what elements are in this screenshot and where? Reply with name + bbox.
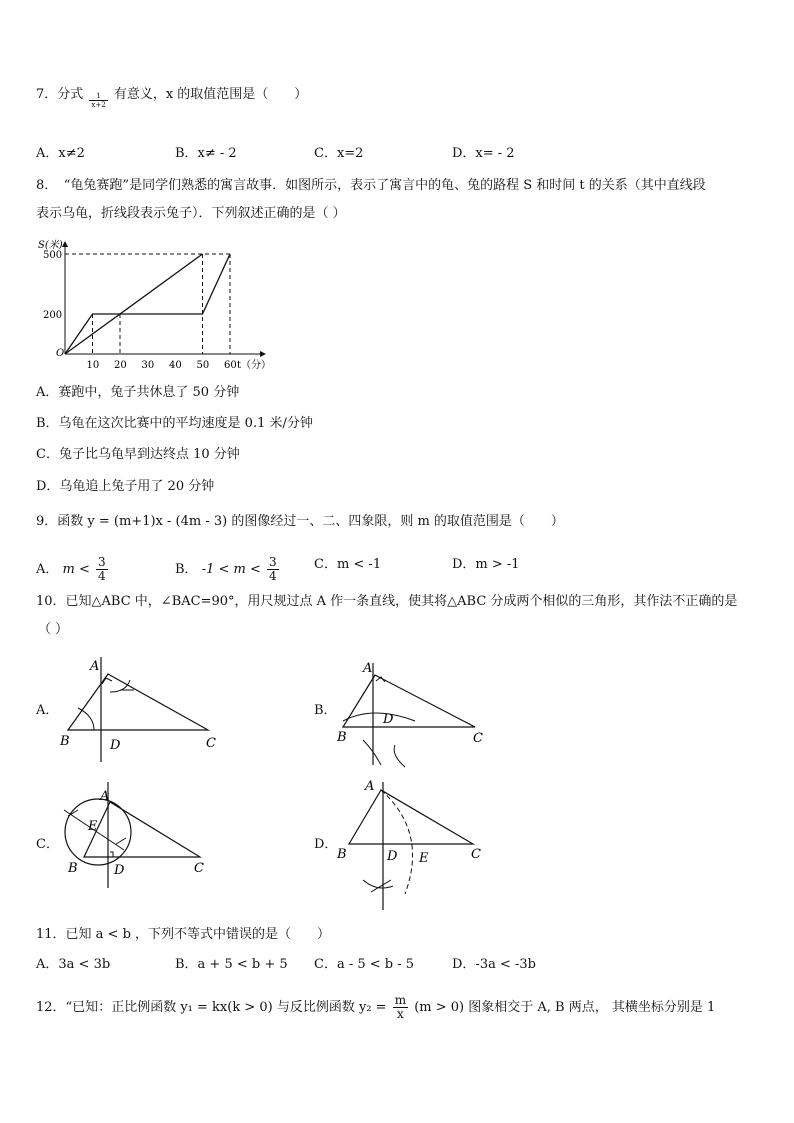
q10-figure-c <box>58 780 218 890</box>
q7-option-d: D．x= - 2 <box>452 146 515 161</box>
fig-a-point-d: D <box>110 738 121 753</box>
x-tick-label: 60 <box>224 360 237 371</box>
q10-option-b-label: B． <box>314 703 337 718</box>
x-tick-label: 50 <box>196 360 210 371</box>
fig-d-point-b: B <box>337 847 347 862</box>
q11-option-d: D．-3a < -3b <box>452 957 536 972</box>
q8-option-a: A．赛跑中，兔子共休息了 50 分钟 <box>36 385 240 400</box>
q10-stem-line1: 10．已知△ABC 中，∠BAC=90°，用尺规过点 A 作一条直线，使其将△ABC 分成两个相似的三角形，其作法不正确的是 <box>36 594 738 609</box>
q10-stem-line2: （ ） <box>38 622 69 637</box>
fig-a-point-c: C <box>206 736 216 751</box>
q11-option-b: B．a + 5 < b + 5 <box>175 957 288 972</box>
fig-c-point-a: A <box>100 789 110 804</box>
q7-option-c: C．x=2 <box>314 146 364 161</box>
fig-c-point-d: D <box>114 863 125 878</box>
fig-b-point-a: A <box>363 661 373 676</box>
q9-frac-den: 4 <box>98 569 106 583</box>
q8-option-d: D．乌龟追上兔子用了 20 分钟 <box>36 479 215 494</box>
fig-c-point-c: C <box>194 861 204 876</box>
q9-option-b-frac <box>267 556 279 583</box>
fig-d-point-d: D <box>387 849 398 864</box>
fig-a-point-a: A <box>90 659 100 674</box>
q8-stem-line2: 表示乌龟，折线段表示兔子）．下列叙述正确的是（ ） <box>36 206 346 221</box>
q7-option-a: A．x≠2 <box>36 146 85 161</box>
q12-stem-pre: 12．“已知：正比例函数 y₁ = kx(k > 0) 与反比例函数 y₂ = <box>36 1000 387 1015</box>
x-tick-label: 10 <box>86 360 100 371</box>
q7-frac-den: x+2 <box>91 101 106 109</box>
rabbit-polyline <box>65 254 230 354</box>
q12-frac-den: x <box>396 1007 404 1021</box>
q10-option-a-label: A． <box>36 703 59 718</box>
q9-stem: 9．函数 y = (m+1)x - (4m - 3) 的图像经过一、二、四象限，则 m 的取值范围是（ ） <box>36 514 564 529</box>
q7-fraction <box>89 92 107 109</box>
q11-stem: 11．已知 a < b ，下列不等式中错误的是（ ） <box>36 927 331 942</box>
q7-stem-a: 7．分式 <box>36 87 84 102</box>
fig-b-point-b: B <box>337 730 347 745</box>
q8-option-c: C．兔子比乌龟早到达终点 10 分钟 <box>36 447 240 462</box>
fig-c-point-e: E <box>88 819 98 834</box>
q9-option-b-prefix: B． <box>175 562 198 577</box>
q9-option-a-frac <box>96 556 108 583</box>
q10-figure-d <box>333 772 503 912</box>
fig-c-point-b: B <box>68 861 78 876</box>
q7-option-b: B．x≠ - 2 <box>175 146 237 161</box>
q9-option-c: C．m < -1 <box>314 557 382 572</box>
tortoise-line <box>65 254 203 354</box>
q8-graph <box>30 234 275 374</box>
y-tick-label: 500 <box>43 250 63 261</box>
y-axis-label: S(米) <box>38 240 63 251</box>
origin-label: O <box>56 348 65 359</box>
fig-d-point-c: C <box>471 847 481 862</box>
x-tick-label: 30 <box>141 360 155 371</box>
q7-stem-b: 有意义，x 的取值范围是（ ） <box>113 87 308 102</box>
q9-frac-num-b: 3 <box>269 555 277 569</box>
q9-option-a-prefix: A． <box>36 562 59 577</box>
q9-option-d: D．m > -1 <box>452 557 520 572</box>
q12-frac <box>393 994 408 1021</box>
q9-option-b-expr: -1 < m < <box>201 562 261 577</box>
q12-stem-post: (m > 0) 图象相交于 A, B 两点， 其横坐标分别是 1 <box>414 1000 716 1015</box>
q7-stem <box>36 86 308 109</box>
x-tick-label: 40 <box>169 360 182 371</box>
q8-stem-line1: 8． “龟兔赛跑”是同学们熟悉的寓言故事．如图所示，表示了寓言中的龟、兔的路程 S 和时间 t 的关系（其中直线段 <box>36 178 706 193</box>
q12-frac-num: m <box>394 993 407 1007</box>
q9-option-b <box>175 556 281 583</box>
q11-option-a: A．3a < 3b <box>36 957 111 972</box>
q10-option-c-label: C． <box>36 837 59 852</box>
q10-figure-b <box>333 655 503 770</box>
q8-option-b: B．乌龟在这次比赛中的平均速度是 0.1 米/分钟 <box>36 416 313 431</box>
q9-option-a <box>36 556 110 583</box>
x-tick-label: 20 <box>114 360 127 371</box>
fig-b-point-d: D <box>383 712 394 727</box>
q10-option-d-label: D． <box>314 837 338 852</box>
q7-frac-num: 1 <box>89 92 107 101</box>
y-tick-label: 200 <box>43 310 63 321</box>
q11-option-c: C．a - 5 < b - 5 <box>314 957 415 972</box>
fig-d-point-a: A <box>365 779 375 794</box>
q12-stem <box>36 994 715 1021</box>
fig-b-point-c: C <box>473 731 483 746</box>
q10-figure-a <box>58 652 228 767</box>
fig-d-point-e: E <box>419 851 429 866</box>
q9-frac-den-b: 4 <box>269 569 277 583</box>
x-axis-label: t（分） <box>237 360 272 371</box>
fig-a-point-b: B <box>60 734 70 749</box>
q9-frac-num: 3 <box>98 555 106 569</box>
q9-option-a-expr: m < <box>62 562 90 577</box>
